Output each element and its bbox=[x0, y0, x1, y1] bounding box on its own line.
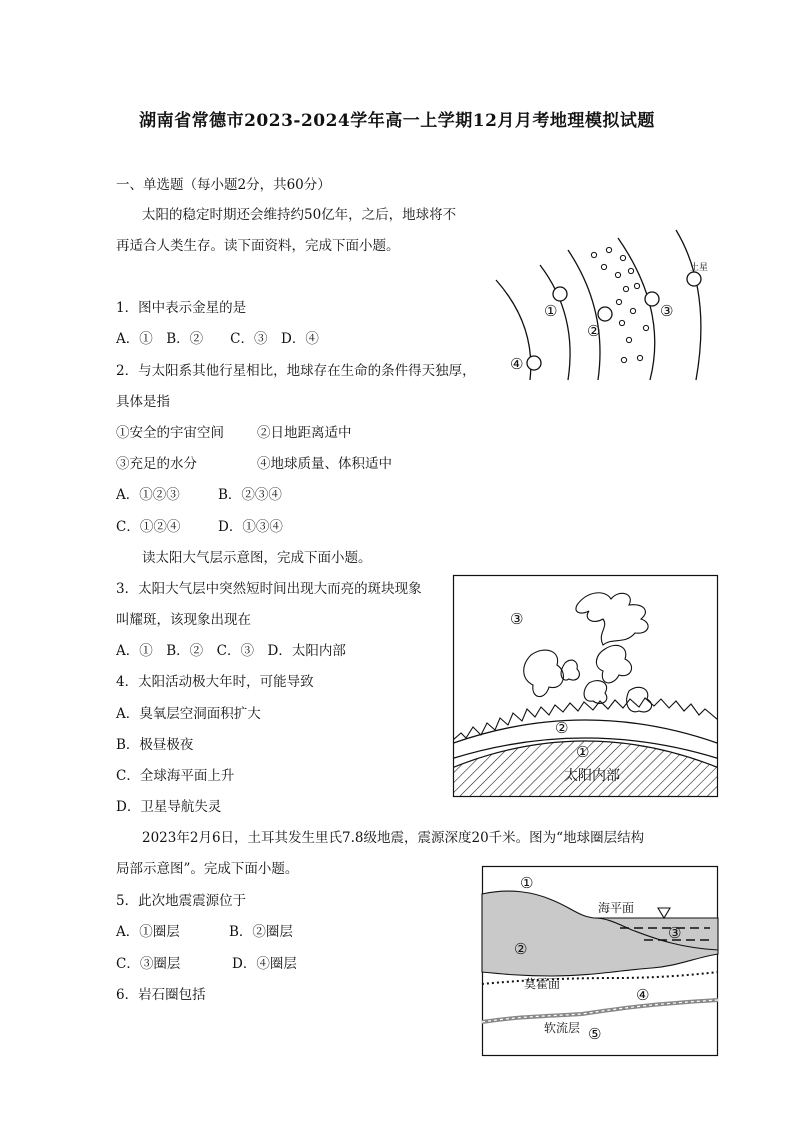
sphere-label-5: ⑤ bbox=[588, 1025, 602, 1043]
sphere-label-2: ② bbox=[514, 940, 528, 958]
q1-options: A．① B．② C．③ D．④ bbox=[116, 331, 319, 347]
intro3-line1: 2023年2月6日，土耳其发生里氏7.8级地震，震源深度20千米。图为“地球圈层结构 bbox=[142, 830, 645, 846]
intro1-line2: 再适合人类生存。读下面资料，完成下面小题。 bbox=[116, 238, 400, 254]
asthenosphere-label: 软流层 bbox=[544, 1021, 581, 1035]
q4-stem: 4．太阳活动极大年时，可能导致 bbox=[116, 674, 314, 690]
planet-4 bbox=[527, 356, 541, 370]
sea-level-label: 海平面 bbox=[598, 901, 635, 915]
layer-label-2: ② bbox=[555, 719, 569, 737]
sun-interior-label: 太阳内部 bbox=[564, 768, 620, 784]
q2-option-b: B．②③④ bbox=[218, 487, 282, 503]
q5-stem: 5．此次地震震源位于 bbox=[116, 893, 247, 909]
intro1-line1: 太阳的稳定时期还会维持约50亿年，之后，地球将不 bbox=[142, 207, 457, 223]
saturn-label: 土星 bbox=[690, 263, 709, 273]
q2-item4: ④地球质量、体积适中 bbox=[257, 456, 392, 472]
q4-option-b: B．极昼极夜 bbox=[116, 737, 194, 753]
planet-saturn bbox=[687, 272, 701, 286]
q2-option-d: D．①③④ bbox=[218, 519, 283, 535]
solar-system-figure bbox=[490, 230, 730, 380]
intro2: 读太阳大气层示意图，完成下面小题。 bbox=[142, 550, 372, 566]
q2-item2: ②日地距离适中 bbox=[257, 425, 352, 441]
orbit-2 bbox=[568, 250, 600, 380]
planet-1 bbox=[553, 287, 567, 301]
intro3-line2: 局部示意图”。完成下面小题。 bbox=[116, 861, 299, 877]
q5-option-d: D．④圈层 bbox=[232, 956, 297, 972]
planet-label-1: ① bbox=[544, 302, 558, 320]
q2-option-a: A．①②③ bbox=[116, 487, 180, 503]
solar-atmosphere-figure bbox=[453, 575, 718, 797]
sphere-label-3: ③ bbox=[668, 924, 682, 942]
sphere-label-4: ④ bbox=[636, 986, 650, 1004]
q5-option-b: B．②圈层 bbox=[229, 924, 293, 940]
layer-label-3: ③ bbox=[510, 610, 524, 628]
q4-option-a: A．臭氧层空洞面积扩大 bbox=[116, 706, 261, 722]
q2-stem-line2: 具体是指 bbox=[116, 394, 170, 410]
planet-label-2: ② bbox=[587, 322, 601, 340]
section-heading: 一、单选题（每小题2分，共60分） bbox=[116, 177, 331, 193]
planet-label-4: ④ bbox=[510, 355, 524, 373]
q2-item1: ①安全的宇宙空间 bbox=[116, 425, 224, 441]
layer-label-1: ① bbox=[576, 743, 590, 761]
planet-label-3: ③ bbox=[660, 302, 674, 320]
q3-stem-line1: 3．太阳大气层中突然短时间出现大而亮的斑块现象 bbox=[116, 581, 422, 597]
q3-options: A．① B．② C．③ D．太阳内部 bbox=[116, 643, 346, 659]
q2-stem-line1: 2．与太阳系其他行星相比，地球存在生命的条件得天独厚， bbox=[116, 363, 476, 379]
q4-option-d: D．卫星导航失灵 bbox=[116, 799, 222, 815]
q6-stem: 6．岩石圈包括 bbox=[116, 987, 206, 1003]
q1-stem: 1．图中表示金星的是 bbox=[116, 300, 247, 316]
moho-label: 莫霍面 bbox=[524, 977, 561, 991]
earth-layers-figure bbox=[482, 866, 718, 1056]
planet-2 bbox=[598, 307, 612, 321]
planet-3 bbox=[645, 292, 659, 306]
q4-option-c: C．全球海平面上升 bbox=[116, 768, 235, 784]
orbit-saturn bbox=[676, 230, 701, 380]
q5-option-a: A．①圈层 bbox=[116, 924, 180, 940]
q2-option-c: C．①②④ bbox=[116, 519, 181, 535]
q2-item3: ③充足的水分 bbox=[116, 456, 197, 472]
q3-stem-line2: 叫耀斑，该现象出现在 bbox=[116, 612, 251, 628]
page-title: 湖南省常德市2023-2024学年高一上学期12月月考地理模拟试题 bbox=[139, 111, 655, 131]
orbit-3 bbox=[540, 265, 570, 380]
sphere-label-1: ① bbox=[520, 874, 534, 892]
q5-option-c: C．③圈层 bbox=[116, 956, 181, 972]
